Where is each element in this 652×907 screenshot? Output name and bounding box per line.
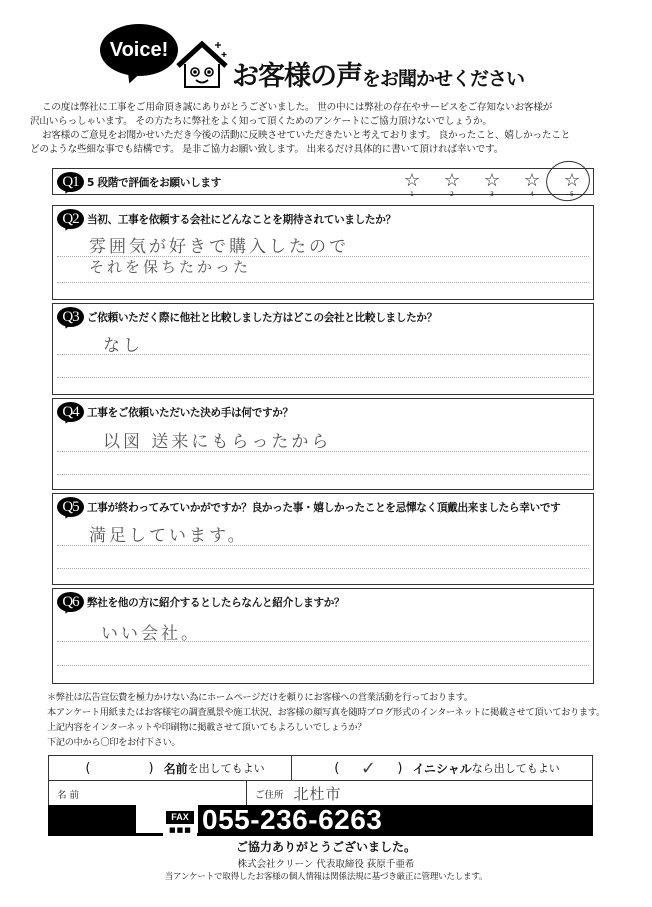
title-sub: をお聞かせください xyxy=(362,68,525,90)
question-text: ご依頼いただく際に他社と比較しました方はどこの会社と比較しましたか？ xyxy=(87,311,437,324)
handwritten-answer: 満足しています。 xyxy=(89,526,248,546)
question-q1 xyxy=(52,168,594,198)
question-badge: Q6 xyxy=(57,592,84,612)
question-q3 xyxy=(52,303,594,395)
question-text: 5 段階で評価をお願いします xyxy=(87,176,221,189)
handwritten-answer: 雰囲気が好きで購入したので xyxy=(89,237,349,257)
publication-notes xyxy=(47,690,605,750)
answer-line xyxy=(57,282,589,283)
consent-table xyxy=(48,755,593,807)
question-badge: Q3 xyxy=(57,307,84,327)
title-main: お客様の声 xyxy=(232,61,362,92)
answer-line xyxy=(57,568,589,569)
address-label: ご住所 xyxy=(255,789,284,801)
thanks-text: ご協力ありがとうございました。 xyxy=(235,840,416,854)
page-title xyxy=(232,54,524,93)
answer-line xyxy=(57,377,589,378)
intro-line: お客様のご意見をお聞かせいただき今後の活動に反映させていただきたいと考えております。 良かったこと、嬉しかったこと xyxy=(42,130,571,141)
star-icon[interactable]: ☆ 1 xyxy=(403,170,421,198)
question-text: 弊社を他の方に紹介するとしたらなんと紹介しますか？ xyxy=(87,596,345,609)
address-value[interactable]: 北杜市 xyxy=(293,785,342,803)
star-icon[interactable]: ☆ 2 xyxy=(443,170,461,198)
question-badge: Q5 xyxy=(57,497,84,517)
note-line: 上記内容をインターネットや印刷物に掲載させて頂いてもよろしいでしょうか？ xyxy=(47,722,367,733)
question-text: 工事をご依頼いただいた決め手は何ですか？ xyxy=(87,406,293,419)
handwritten-answer: いい会社。 xyxy=(101,624,201,644)
question-text: 当初、工事を依頼する会社にどんなことを期待されていましたか？ xyxy=(87,213,396,226)
company-info: 株式会社クリーン 代表取締役 荻原千亜希 xyxy=(237,859,415,870)
answer-line xyxy=(57,354,589,355)
question-badge: Q4 xyxy=(57,402,84,422)
intro-line: この度は弊社に工事をご用命頂き誠にありがとうございました。 世の中には弊社の存在やサービスをご存知ないお客様が xyxy=(42,102,553,113)
selected-rating-circle xyxy=(542,157,593,205)
answer-line xyxy=(57,641,589,642)
question-q5 xyxy=(52,493,594,585)
handwritten-answer: 以図 送来にもらったから xyxy=(103,432,332,452)
question-q6 xyxy=(52,588,594,684)
question-badge: Q1 xyxy=(57,172,84,192)
star-icon[interactable]: ☆ 4 xyxy=(523,170,541,198)
note-line: ＊弊社は広告宣伝費を極力かけない為にホームページだけを頼りにお客様への営業活動を行っております。 xyxy=(47,692,473,703)
answer-line xyxy=(57,256,589,257)
handwritten-answer: なし xyxy=(103,336,143,356)
option-name-ok[interactable]: ( ) 名前 を出してもよい xyxy=(49,756,292,780)
address-field[interactable] xyxy=(247,781,592,806)
check-mark-icon[interactable]: ✓ xyxy=(360,757,376,779)
fax-machine-icon: FAX ■■■ xyxy=(163,808,197,842)
note-line: 下記の中から〇印をお付下さい。 xyxy=(47,737,181,748)
intro-line: 沢山いらっしゃいます。 その方たちに弊社をよく知って頂くためのアンケートにご協力頂けないでしょうか。 xyxy=(30,116,492,127)
intro-text xyxy=(30,101,630,157)
fax-banner xyxy=(48,805,593,836)
question-q4 xyxy=(52,398,594,490)
handwritten-answer: それを保ちたかった xyxy=(89,258,252,276)
privacy-notice: 当アンケートで取得したお客様の個人情報は関係法規に基づき厳正に管理いたします。 xyxy=(164,872,488,882)
survey-header xyxy=(100,24,560,94)
star-icon[interactable]: ☆ 3 xyxy=(483,170,501,198)
question-q2 xyxy=(52,205,594,300)
answer-line xyxy=(57,451,589,452)
name-label: 名 前 xyxy=(57,789,80,801)
intro-line: どのような些細な事でも結構です。 是非ご協力お願い致します。 出来るだけ具体的に書いて頂ければ幸いです。 xyxy=(30,144,504,155)
house-mascot-icon xyxy=(174,40,230,90)
star-icon[interactable]: ☆ 5 xyxy=(563,170,581,198)
question-text: 工事が終わってみていかがですか？良かった事・嬉しかったことを忌憚なく頂戴出来ましたら幸いです xyxy=(87,501,561,514)
note-line: 本アンケート用紙またはお客様宅の調査風景や施工状況、お客様の顔写真を随時ブログ形式のインターネットに掲載させて頂いております。 xyxy=(47,707,605,718)
option-initial-ok[interactable]: ( ✓ ) イニシャル なら出してもよい xyxy=(334,757,560,779)
answer-line xyxy=(57,474,589,475)
voice-badge: Voice! xyxy=(100,24,178,76)
fax-number: 055-236-6263 xyxy=(202,804,383,835)
question-badge: Q2 xyxy=(57,209,84,229)
answer-line xyxy=(57,545,589,546)
answer-line xyxy=(57,665,589,666)
